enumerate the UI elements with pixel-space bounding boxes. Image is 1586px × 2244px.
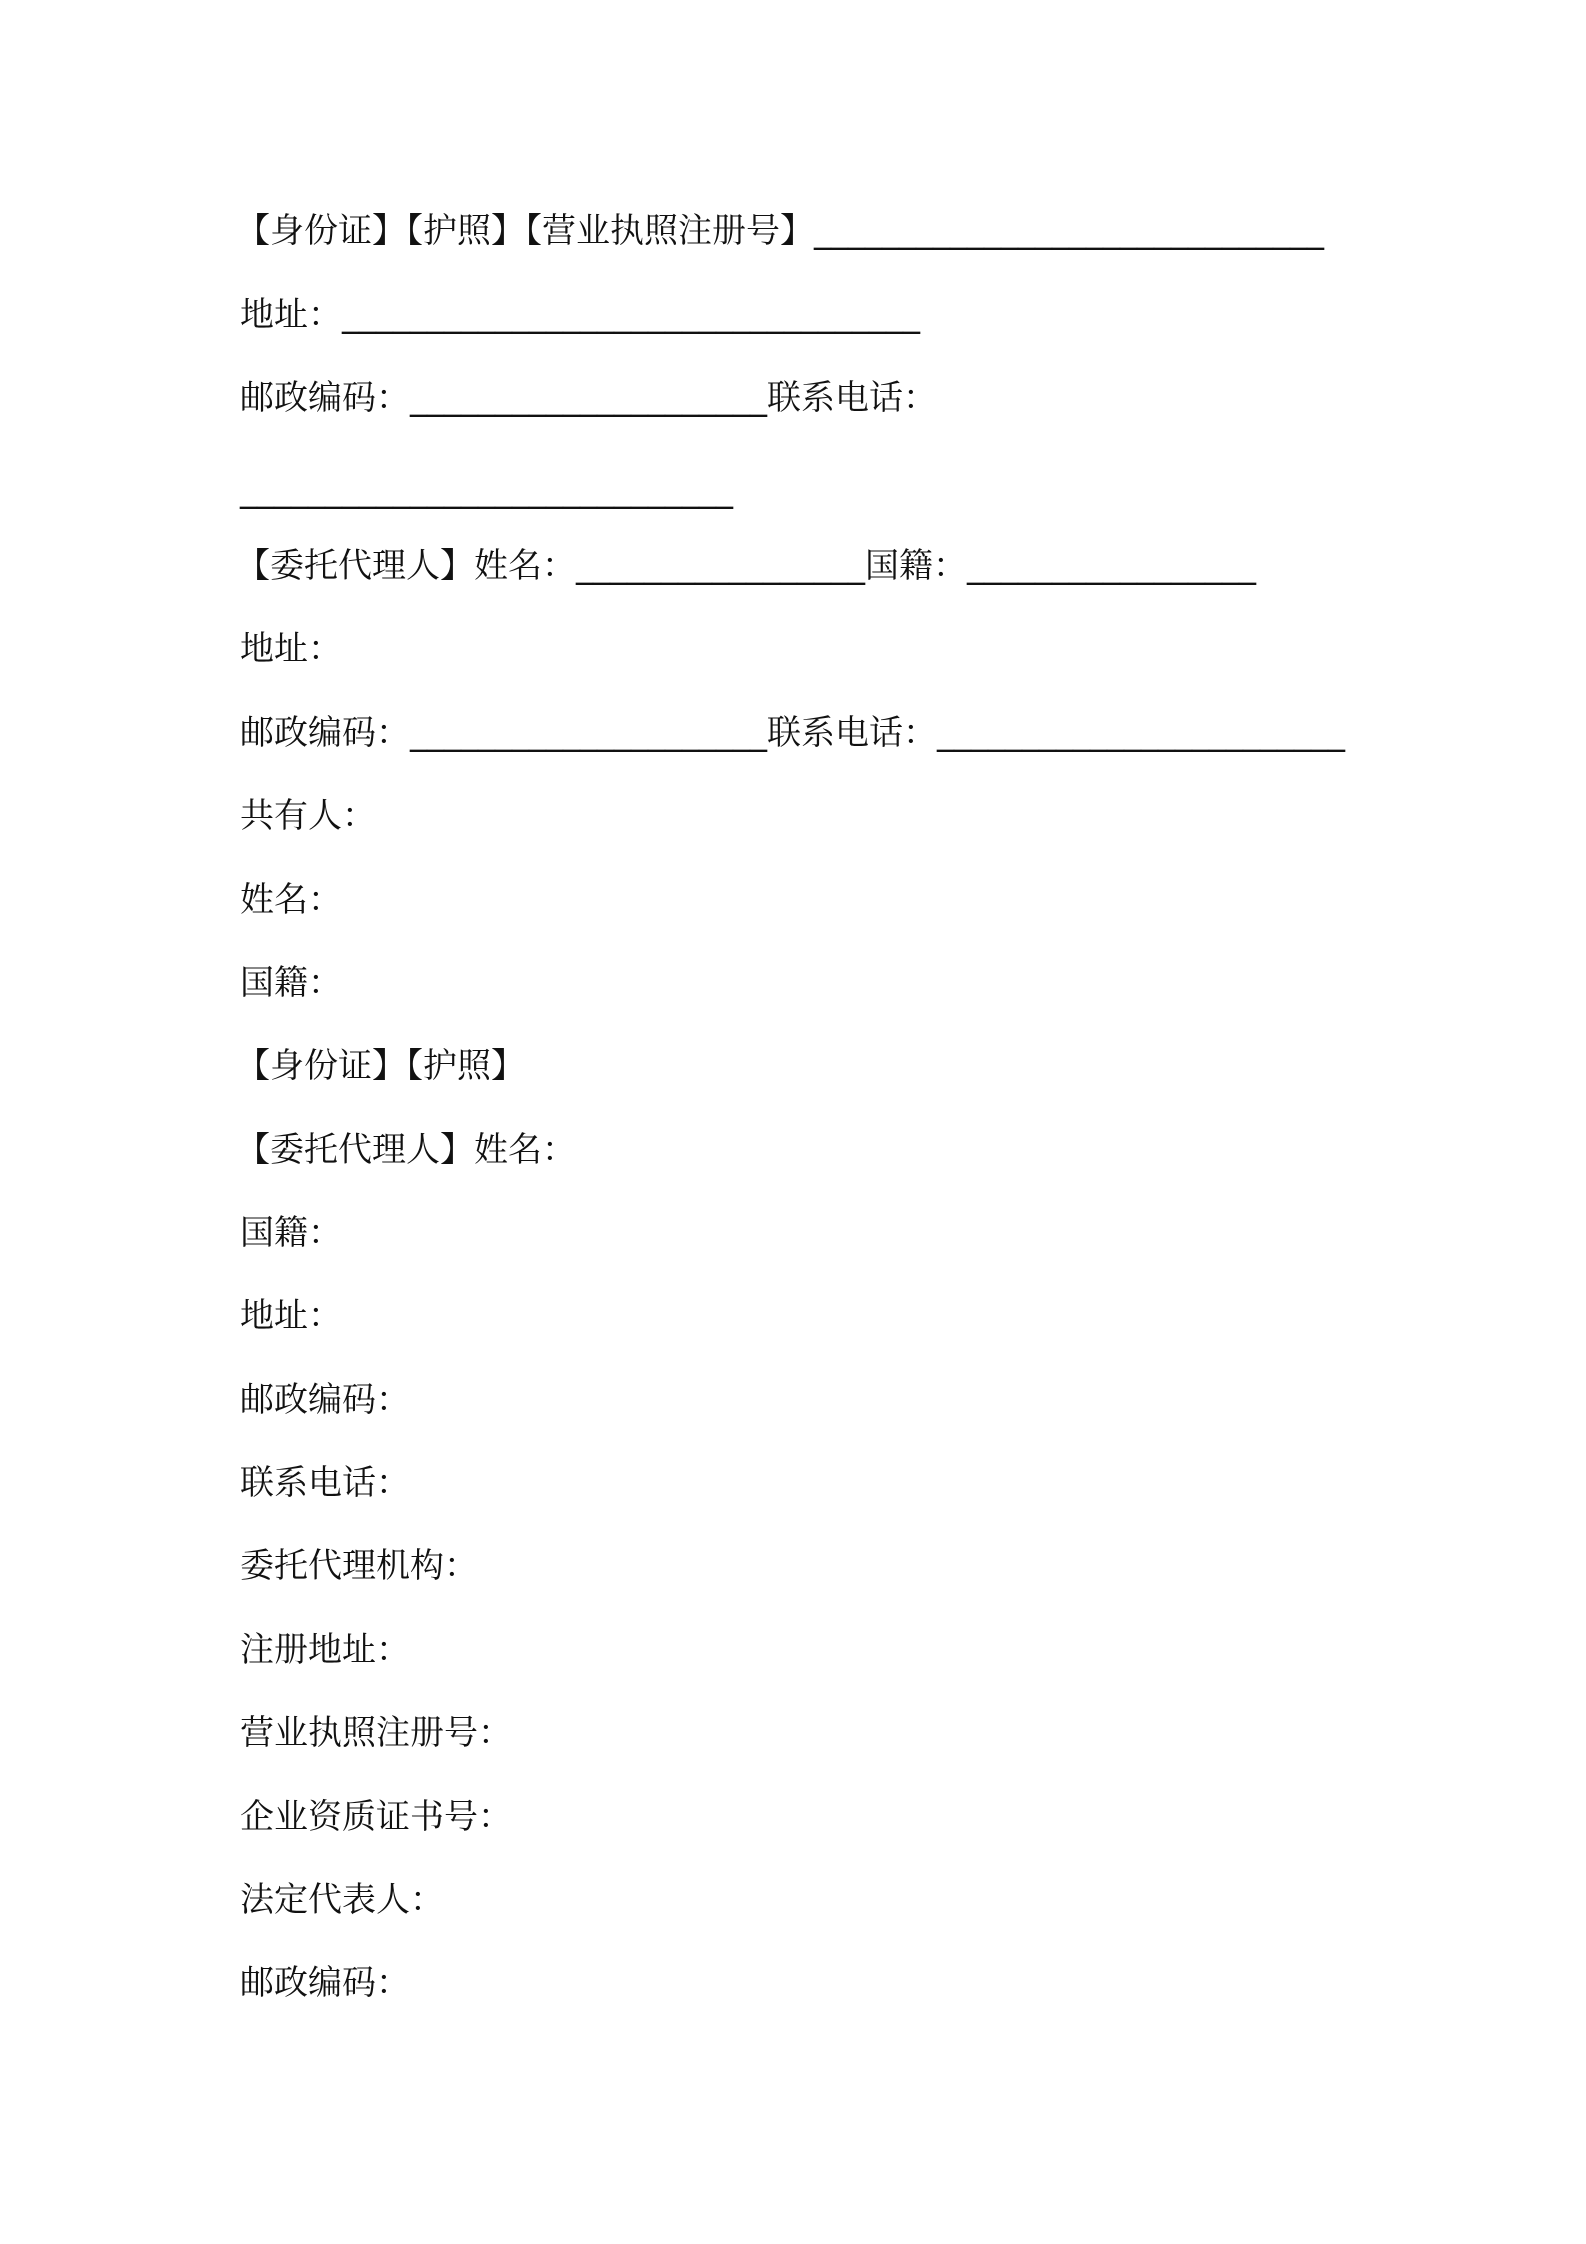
name-label: 姓名： xyxy=(240,880,342,920)
id-passport-license-line: 【身份证】【护照】【营业执照注册号】______________________________ xyxy=(236,211,1324,251)
postcode-label-2: 邮政编码： xyxy=(240,1963,410,2003)
legal-representative-label: 法定代表人： xyxy=(240,1880,444,1920)
co-owner-label: 共有人： xyxy=(240,796,376,836)
address-line-2: 地址： xyxy=(240,629,342,669)
nationality-label-2: 国籍： xyxy=(240,1213,342,1253)
nationality-label: 国籍： xyxy=(240,963,342,1003)
postcode-label: 邮政编码： xyxy=(240,1380,410,1420)
address-line-1: 地址：__________________________________ xyxy=(240,295,920,335)
agent-name-line: 【委托代理人】姓名： xyxy=(236,1130,576,1170)
postcode-phone-line-1: 邮政编码：_____________________联系电话： xyxy=(240,378,937,418)
business-license-label: 营业执照注册号： xyxy=(240,1713,512,1753)
phone-label: 联系电话： xyxy=(240,1463,410,1503)
agency-label: 委托代理机构： xyxy=(240,1546,478,1586)
phone-blank-line: _____________________________ xyxy=(240,470,733,510)
agent-name-nationality-line: 【委托代理人】姓名：_________________国籍：_________________ xyxy=(236,546,1256,586)
address-label: 地址： xyxy=(240,1296,342,1336)
qualification-certificate-label: 企业资质证书号： xyxy=(240,1797,512,1837)
postcode-phone-line-2: 邮政编码：_____________________联系电话：________________________ xyxy=(240,713,1345,753)
id-passport-line: 【身份证】【护照】 xyxy=(236,1046,525,1086)
registered-address-label: 注册地址： xyxy=(240,1630,410,1670)
